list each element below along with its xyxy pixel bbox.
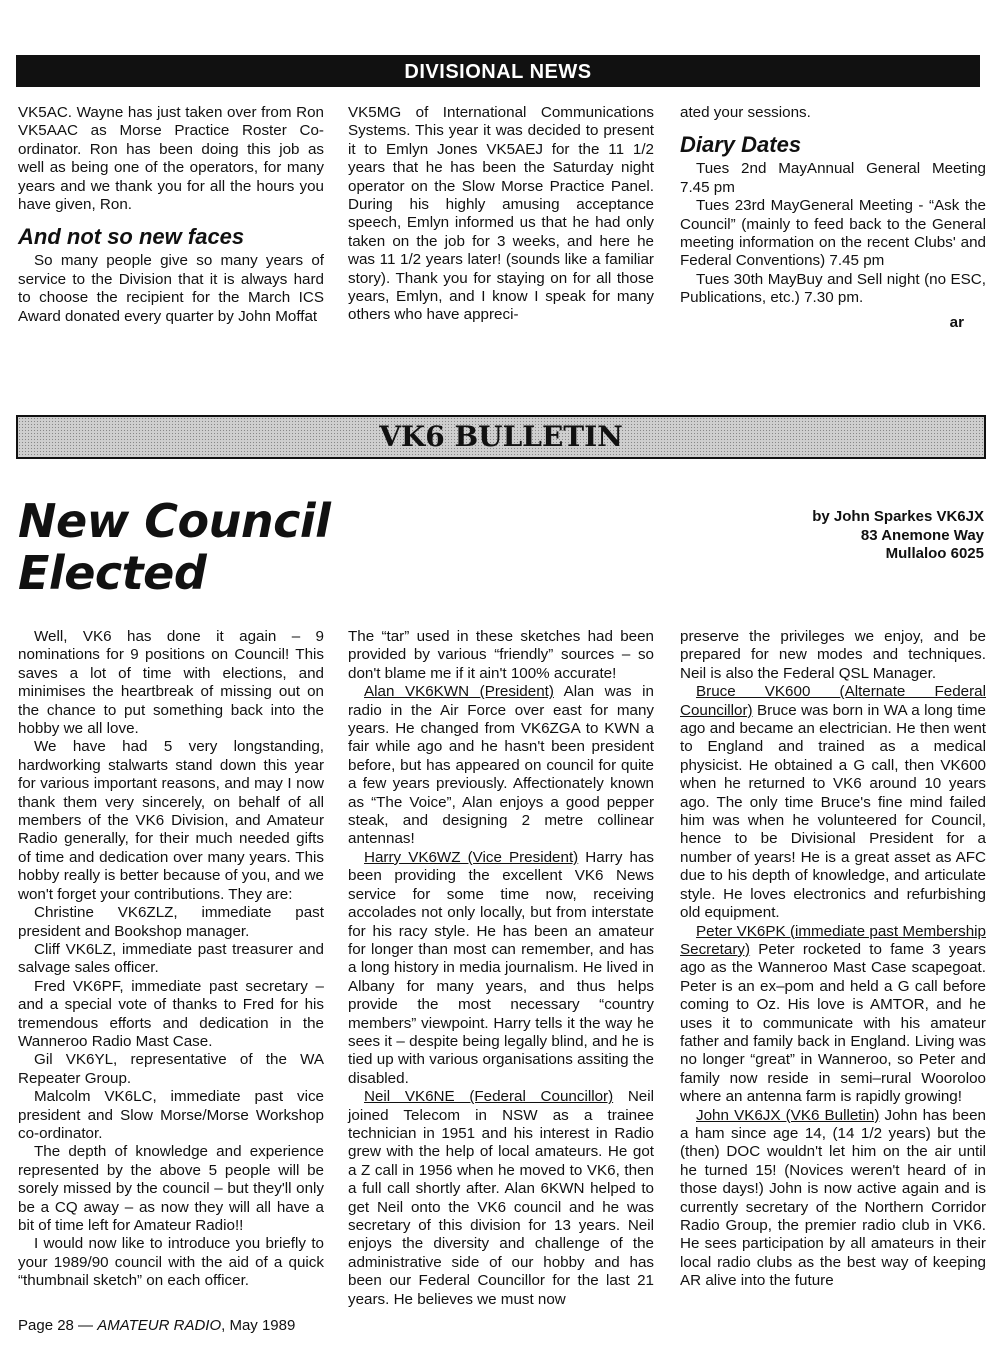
vk6-bulletin-banner bbox=[16, 415, 986, 459]
officer-name: Harry VK6WZ (Vice President) bbox=[364, 848, 579, 866]
vk6-bulletin-title: VK6 BULLETIN bbox=[379, 420, 623, 453]
officer-name: Alan VK6KWN (President) bbox=[364, 683, 554, 701]
officer-text: Bruce was born in WA a long time ago and became an electrician. He then went to England and trained as a medical physicist. He obtained a G call, then VK600 when he returned to VK6 around 10 years ago. The only time Bruce's fine mind failed him was when he volunteered for Council, hence to be Divisional President for a number of years! He is a great asset as AFC due to his depth of knowledge, and articulate style. He loves electronics and refurbishing old equipment. bbox=[680, 701, 986, 922]
article-paragraph: Gil VK6YL, representative of the WA Repeater Group. bbox=[18, 1051, 324, 1087]
officer-name: Peter VK6PK (immediate past Membership Secretary) bbox=[680, 922, 986, 958]
article-paragraph: Well, VK6 has done it again – 9 nominations for 9 positions on Council! This saves a lot of time with elections, and minimises the heartbreak of missing out on the chance to put something back into the hobby we all love. bbox=[18, 628, 324, 738]
article-paragraph: We have had 5 very longstanding, hardworking stalwarts stand down this year for various important reasons, and may I now thank them very sincerely, on behalf of all members of the VK6 Division, and Amateur Radio generally, for their much needed gifts of time and dedication over many years. This hobby really is better because of you, and we won't forget your contributions. They are: bbox=[18, 738, 324, 903]
diary-entry: Tues 2nd MayAnnual General Meeting 7.45 pm bbox=[680, 160, 986, 196]
diary-entry: Tues 30th MayBuy and Sell night (no ESC, Publications, etc.) 7.30 pm. bbox=[680, 270, 986, 307]
divisional-news-title: DIVISIONAL NEWS bbox=[22, 60, 974, 82]
byline-address: 83 Anemone Way bbox=[860, 526, 984, 544]
officer-text: John has been a ham since age 14, (14 1/2 years) but the (then) DOC wouldn't let him on the air until he turned 15! (Novices weren't heard of in those days!) John is now active again and is currently secretary of the Northern Corridor Radio Group, the premier radio club in VK6. He sees participation by all amateurs in their local radio clubs as the best way of keeping AR alive into the future bbox=[680, 1106, 986, 1290]
officer-name: Neil VK6NE (Federal Councillor) bbox=[364, 1088, 614, 1106]
magazine-name: AMATEUR RADIO bbox=[97, 1317, 222, 1334]
article-paragraph: The “tar” used in these sketches had been provided by various “friendly” sources – so don't blame me if it ain't 100% accurate! bbox=[348, 628, 654, 682]
officer-text: Harry has been providing the excellent VK6 News service for some time now, receiving accolades not only locally, but from interstate for his racy style. He has been an amateur for longer than most can remember, and has a long history in media journalism. He lived in Albany for many years, and thus helps provide the most necessary “country members” viewpoint. Harry tells it the way he sees it – despite being legally blind, and he is tied up with various organisations assiting the disabled. bbox=[348, 848, 654, 1087]
article-paragraph: I would now like to introduce you briefly to your 1989/90 council with the aid of a quick “thumbnail sketch” on each officer. bbox=[18, 1235, 324, 1290]
top-col1-paragraph: VK5AC. Wayne has just taken over from Ron VK5AAC as Morse Practice Roster Co-ordinator. Ron has been doing this job as well as being one of the operators, for many years and we thank you for all the hours you have given, Ron. bbox=[18, 104, 324, 214]
officer-paragraph bbox=[348, 849, 654, 1088]
section-heading: And not so new faces bbox=[18, 224, 245, 250]
officer-name: John VK6JX (VK6 Bulletin) bbox=[696, 1106, 880, 1124]
officer-paragraph bbox=[680, 923, 986, 1107]
article-column-1 bbox=[18, 628, 324, 1291]
article-paragraph: preserve the privileges we enjoy, and be prepared for new modes and techniques. Neil is also the Federal QSL Manager. bbox=[680, 628, 986, 682]
article-column-2 bbox=[348, 628, 654, 1309]
officer-paragraph bbox=[348, 1088, 654, 1309]
divisional-news-banner bbox=[16, 55, 980, 87]
top-col1-paragraph-2: So many people give so many years of service to the Division that it is always hard to choose the recipient for the March ICS Award donated every quarter by John Moffat bbox=[18, 252, 324, 325]
officer-name: Bruce VK600 (Alternate Federal Councillor) bbox=[680, 683, 986, 719]
diary-entry: Tues 23rd MayGeneral Meeting - “Ask the Council” (mainly to feed back to the General meeting information on the recent Clubs' and Federal Conventions) 7.45 pm bbox=[680, 197, 986, 270]
issue-date: , May 1989 bbox=[221, 1317, 296, 1334]
officer-text: Alan was in radio in the Air Force over east for many years. He changed from VK6ZGA to KWN a fair while ago and he hasn't been president before, but has appeared on council for quite a few years previously. Affectionately known as “The Voice”, Alan enjoys a good pepper steak, and designing 2 metre collinear antennas! bbox=[348, 683, 654, 848]
byline-city: Mullaloo 6025 bbox=[885, 545, 984, 562]
officer-text: Neil joined Telecom in NSW as a trainee technician in 1951 and his interest in Radio grew with the help of local amateurs. He got a Z call in 1956 when he moved to VK6, then a full call shortly after. Alan 6KWN helped to get Neil onto the VK6 council and he was secretary of this division for 13 years. Neil enjoys the diversity and challenge of the administrative side of our hobby and has been our Federal Councillor for the last 21 years. He believes we must now bbox=[348, 1088, 654, 1308]
officer-paragraph bbox=[680, 1107, 986, 1291]
byline bbox=[684, 508, 984, 564]
article-column-3 bbox=[680, 628, 986, 1291]
article-paragraph: Christine VK6ZLZ, immediate past president and Bookshop manager. bbox=[18, 904, 324, 940]
top-col2-paragraph: VK5MG of International Communications Systems. This year it was decided to present it to Emlyn Jones VK5AEJ for the 11 1/2 years that he has been the Saturday night operator on the Slow Morse Practice Panel. During his highly amusing acceptance speech, Emlyn informed us that he had only taken on the job for 3 weeks, and here he was 11 1/2 years later! (sounds like a familiar story). Thank you for staying on for all those years, Emlyn, and I know I speak for many others who have appreci- bbox=[348, 104, 654, 324]
officer-paragraph bbox=[348, 683, 654, 849]
page-number: Page 28 — bbox=[18, 1317, 98, 1334]
article-title: New Council Elected bbox=[18, 494, 331, 600]
article-paragraph: Fred VK6PF, immediate past secretary – and a special vote of thanks to Fred for his tremendous efforts and dedication in the Wanneroo Radio Mast Case. bbox=[18, 977, 324, 1050]
top-col3-paragraph: ated your sessions. bbox=[680, 104, 811, 121]
article-paragraph: Malcolm VK6LC, immediate past vice president and Slow Morse/Morse Workshop co-ordinator. bbox=[18, 1088, 324, 1142]
officer-paragraph bbox=[680, 683, 986, 922]
page-footer bbox=[18, 1317, 295, 1334]
diary-heading: Diary Dates bbox=[680, 132, 802, 158]
article-paragraph: Cliff VK6LZ, immediate past treasurer and salvage sales officer. bbox=[18, 940, 324, 977]
sign-off: ar bbox=[949, 313, 964, 331]
top-column-1 bbox=[18, 104, 324, 326]
top-column-3 bbox=[680, 104, 986, 332]
byline-author: by John Sparkes VK6JX bbox=[812, 508, 984, 525]
article-paragraph: The depth of knowledge and experience represented by the above 5 people will be sorely missed by the council – but they'll only be a CQ away – as now they will all have a bit of time left for Amateur Radio!! bbox=[18, 1143, 324, 1234]
officer-text: Peter rocketed to fame 3 years ago as the Wanneroo Mast Case scapegoat. Peter is an ex–pom and held a G call before coming to Oz. His love is AMTOR, and he uses it to communicate with his amateur father and family back in England. Living was no longer “great” in Wanneroo, so Peter and family now reside in semi–rural Wooroloo where an antenna farm is rapidly growing! bbox=[680, 940, 986, 1106]
top-column-2 bbox=[348, 104, 654, 325]
